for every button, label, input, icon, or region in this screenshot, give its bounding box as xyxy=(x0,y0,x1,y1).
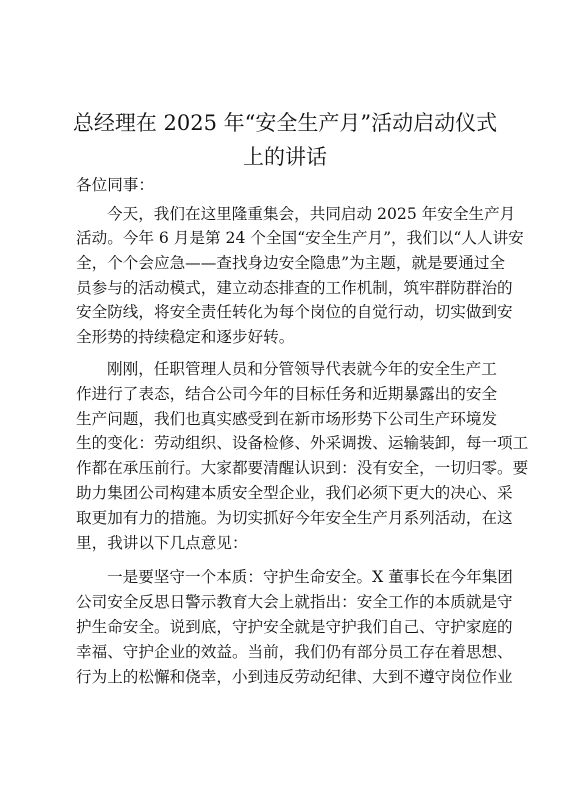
paragraph-1-line-2: 活动。今年 6 月是第 24 个全国“安全生产月”，我们以“人人讲安 xyxy=(76,229,524,247)
paragraph-1-line-5: 安全防线，将安全责任转化为每个岗位的自觉行动，切实做到安 xyxy=(76,303,513,321)
paragraph-3-line-5: 行为上的松懈和侥幸，小到违反劳动纪律、大到不遵守岗位作业 xyxy=(76,668,513,686)
paragraph-1-line-1: 今天，我们在这里隆重集会，共同启动 2025 年安全生产月 xyxy=(107,205,516,223)
paragraph-2-line-5: 作都在承压前行。大家都要清醒认识到：没有安全，一切归零。要 xyxy=(76,459,529,477)
paragraph-1-line-6: 全形势的持续稳定和逐步好转。 xyxy=(76,328,295,346)
paragraph-2-line-4: 生的变化：劳动组织、设备检修、外采调拨、运输装卸，每一项工 xyxy=(76,434,529,452)
paragraph-1-line-4: 员参与的活动模式，建立动态排查的工作机制，筑牢群防群治的 xyxy=(76,279,513,297)
paragraph-3-line-3: 护生命安全。说到底，守护安全就是守护我们自己、守护家庭的 xyxy=(76,618,513,636)
paragraph-2-line-3: 生产问题，我们也真实感受到在新市场形势下公司生产环境发 xyxy=(76,410,498,428)
paragraph-2-line-2: 作进行了表态，结合公司今年的目标任务和近期暴露出的安全 xyxy=(76,385,498,403)
salutation: 各位同事： xyxy=(76,176,154,194)
document-title-line-2: 上的讲话 xyxy=(243,145,327,169)
paragraph-2-line-8: 里，我讲以下几点意见： xyxy=(76,534,248,552)
paragraph-2-line-1: 刚刚，任职管理人员和分管领导代表就今年的安全生产工 xyxy=(107,360,497,378)
paragraph-3-line-2: 公司安全反思日警示教育大会上就指出：安全工作的本质就是守 xyxy=(76,593,513,611)
paragraph-2-line-6: 助力集团公司构建本质安全型企业，我们必须下更大的决心、采 xyxy=(76,484,513,502)
document-title-line-1: 总经理在 2025 年“安全生产月”活动启动仪式 xyxy=(72,111,498,135)
paragraph-2-line-7: 取更加有力的措施。为切实抓好今年安全生产月系列活动，在这 xyxy=(76,509,513,527)
paragraph-3-line-1: 一是要坚守一个本质：守护生命安全。X 董事长在今年集团 xyxy=(107,568,513,586)
paragraph-3-line-4: 幸福、守护企业的效益。当前，我们仍有部分员工存在着思想、 xyxy=(76,643,513,661)
paragraph-1-line-3: 全，个个会应急——查找身边安全隐患”为主题，就是要通过全 xyxy=(76,254,506,272)
